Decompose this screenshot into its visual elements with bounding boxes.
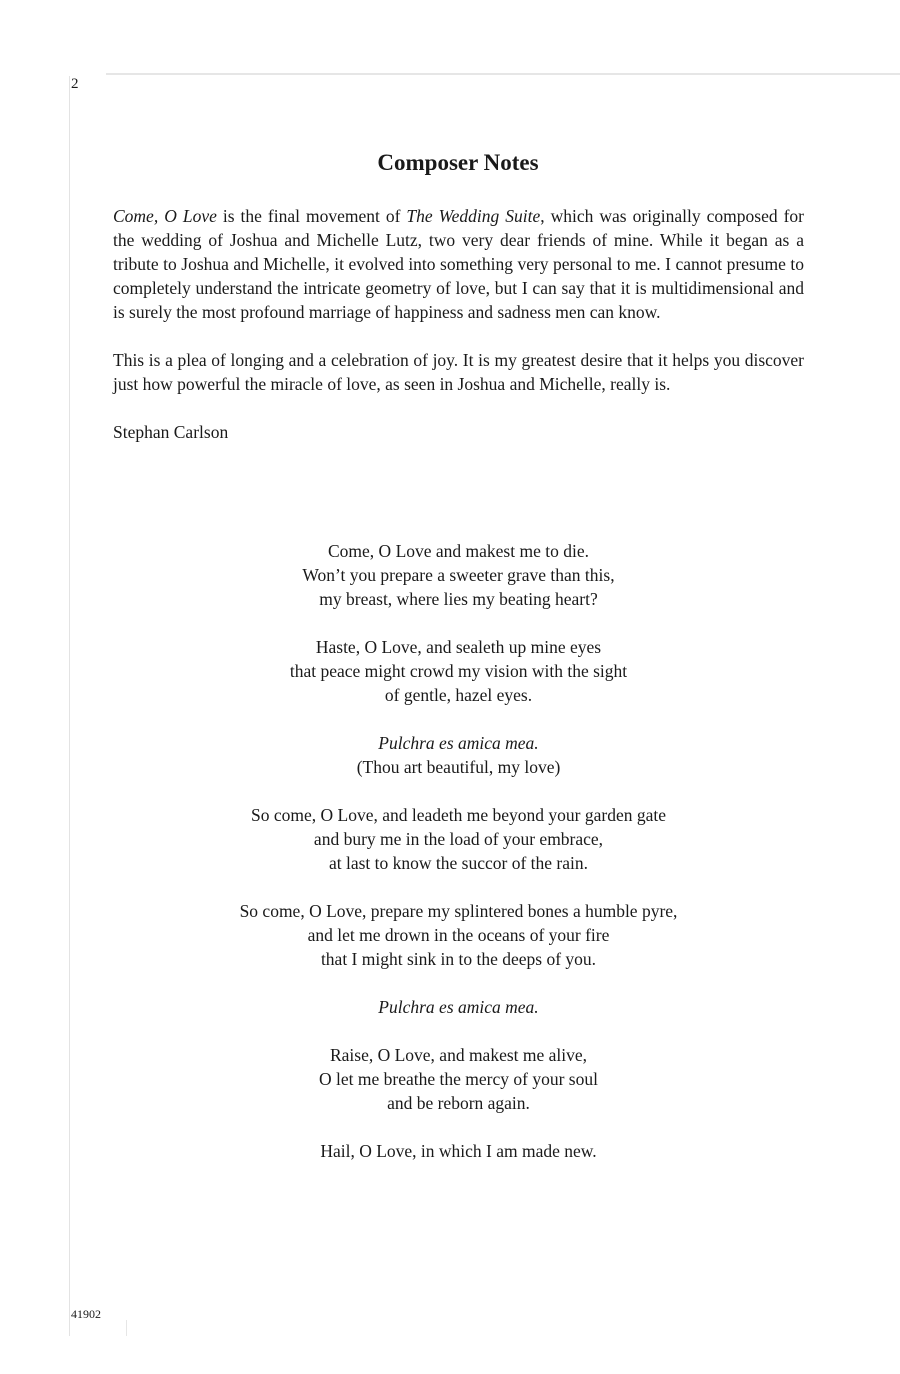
poem-line: that peace might crowd my vision with the sight [289,661,628,681]
poem-stanza-6 [113,995,804,1019]
notes-text-a: is the final movement of [216,206,407,226]
page-top-rule [106,73,900,75]
poem-line: and be reborn again. [387,1093,530,1113]
poem-line: So come, O Love, prepare my splintered bones a humble pyre, [239,901,678,921]
poem-line: Won’t you prepare a sweeter grave than this, [302,565,615,585]
footer-tick [126,1320,127,1336]
page-number: 2 [71,76,79,92]
poem-line: Haste, O Love, and sealeth up mine eyes [315,637,602,657]
page-title: Composer Notes [377,150,539,175]
poem-line-translation: (Thou art beautiful, my love) [356,757,561,777]
composer-notes [113,204,804,468]
poem-stanza-7 [113,1043,804,1115]
notes-paragraph-1 [113,204,804,324]
poem-line: So come, O Love, and leadeth me beyond your garden gate [250,805,666,825]
poem-line: at last to know the succor of the rain. [328,853,589,873]
poem-stanza-3 [113,731,804,779]
poem-line: my breast, where lies my beating heart? [319,589,598,609]
notes-paragraph-2: This is a plea of longing and a celebration of joy. It is my greatest desire that it helps you discover just how powerful the miracle of love, as seen in Joshua and Michelle, really is. [113,350,804,394]
poem-line: O let me breathe the mercy of your soul [319,1069,598,1089]
poem-stanza-4 [113,803,804,875]
poem-line: that I might sink in to the deeps of you. [320,949,597,969]
poem-stanza-5 [113,899,804,971]
poem-text [113,539,804,1187]
poem-line: Come, O Love and makest me to die. [328,541,589,561]
suite-title: The Wedding Suite [406,206,541,226]
poem-line-latin: Pulchra es amica mea. [378,733,539,753]
poem-line: and bury me in the load of your embrace, [313,829,604,849]
poem-stanza-1 [113,539,804,611]
poem-line-latin: Pulchra es amica mea. [378,997,539,1017]
notes-text-b: , which was originally composed for the wedding of Joshua and Michelle Lutz, two very dear friends of mine. While it began as a tribute to Joshua and Michelle, it evolved into something very personal to me. I cannot presume to completely understand the intricate geometry of love, but I can say that it is multidimensional and is surely the most profound marriage of happiness and sadness men can know. [113,206,805,322]
page-left-rule [69,76,70,1336]
poem-stanza-8 [113,1139,804,1163]
poem-line: of gentle, hazel eyes. [384,685,533,705]
composer-signature: Stephan Carlson [113,422,229,442]
poem-stanza-2 [113,635,804,707]
work-title: Come, O Love [113,206,217,226]
poem-line: Raise, O Love, and makest me alive, [329,1045,588,1065]
poem-line: and let me drown in the oceans of your fire [307,925,610,945]
poem-line: Hail, O Love, in which I am made new. [320,1141,597,1161]
catalog-number: 41902 [71,1307,101,1321]
